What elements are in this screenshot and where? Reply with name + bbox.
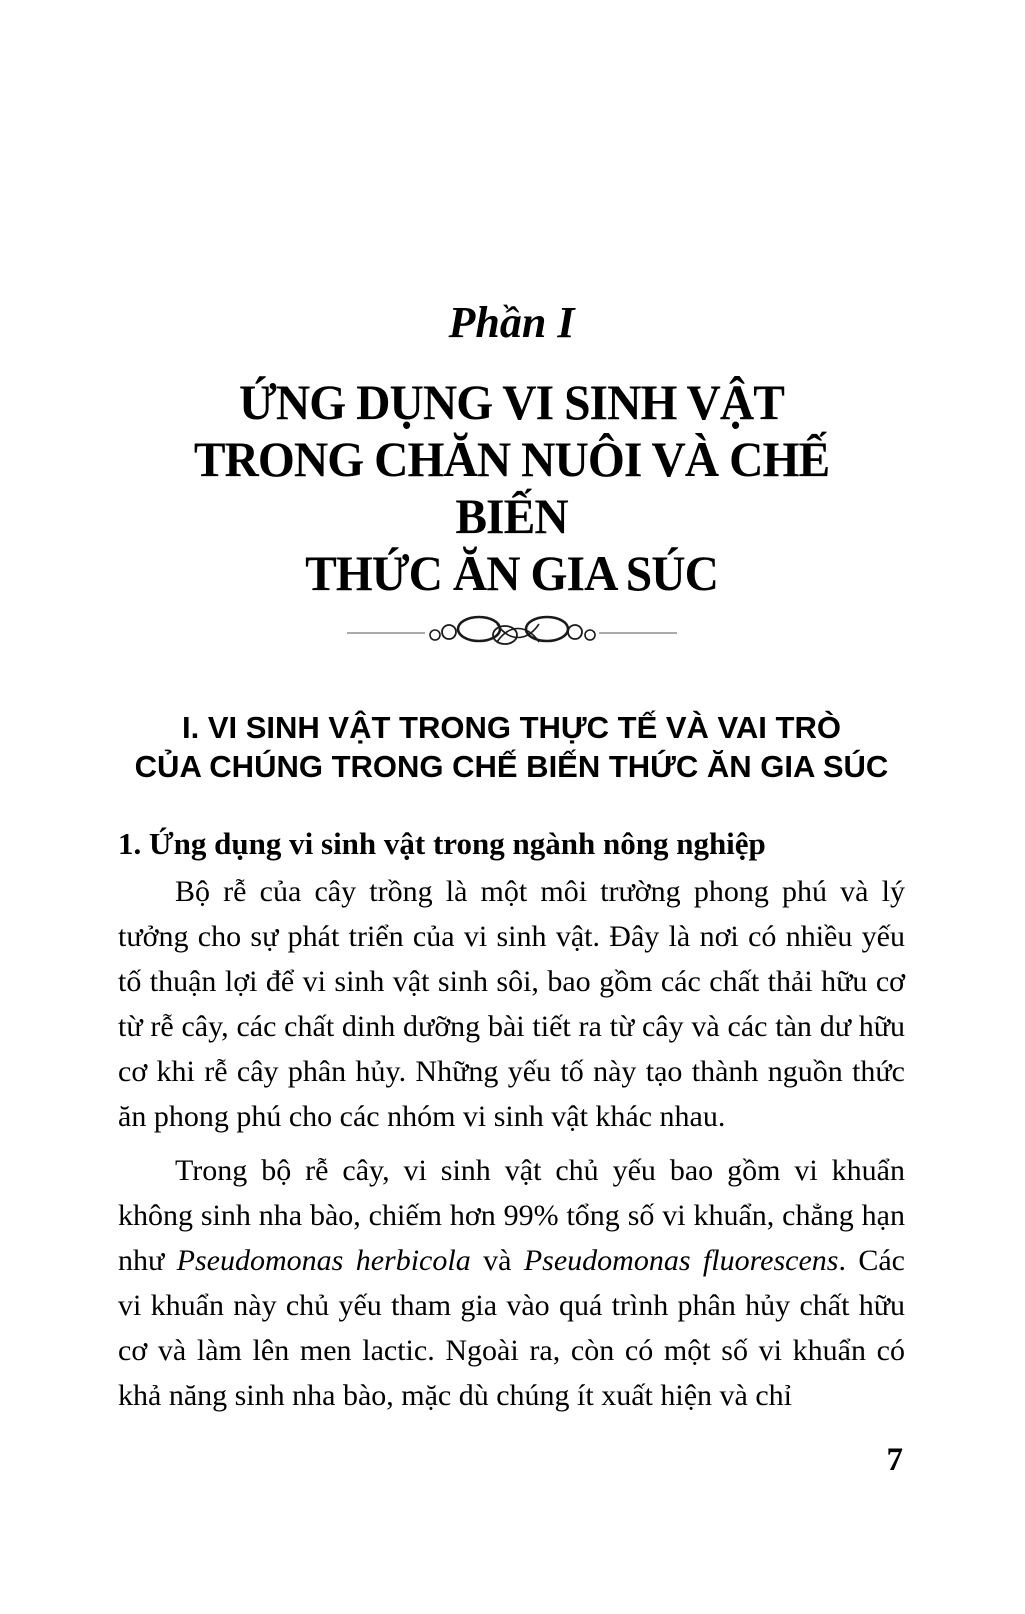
- paragraph-2-text-pre: Trong bộ rễ cây, vi sinh vật chủ yếu bao gồm vi khuẩn không sinh nha bào, chiếm hơn 99% tổng số vi khuẩn, chẳng hạn như: [118, 1154, 905, 1277]
- page-number: 7: [886, 1442, 903, 1478]
- ornament-divider: [118, 612, 905, 652]
- flourish-icon: [347, 612, 677, 652]
- section-heading-line-2: CỦA CHÚNG TRONG CHẾ BIẾN THỨC ĂN GIA SÚC: [134, 749, 889, 784]
- paragraph-1: Bộ rễ của cây trồng là một môi trường phong phú và lý tưởng cho sự phát triển của vi sinh vật. Đây là nơi có nhiều yếu tố thuận lợi để vi sinh vật sinh sôi, bao gồm các chất thải hữu cơ từ rễ cây, các chất dinh dưỡng bài tiết ra từ cây và các tàn dư hữu cơ khi rễ cây phân hủy. Những yếu tố này tạo thành nguồn thức ăn phong phú cho các nhóm vi sinh vật khác nhau.: [118, 875, 905, 1133]
- paragraph-2-text-mid: và: [470, 1244, 524, 1277]
- page-content: [118, 0, 905, 1427]
- species-name-1: Pseudomonas herbicola: [176, 1244, 471, 1277]
- main-title-line-2: TRONG CHĂN NUÔI VÀ CHẾ BIẾN: [193, 431, 830, 544]
- species-name-2: Pseudomonas fluorescens: [523, 1244, 839, 1277]
- subsection-heading: 1. Ứng dụng vi sinh vật trong ngành nông nghiệp: [118, 826, 766, 861]
- main-title: [118, 374, 905, 602]
- main-title-line-1: ỨNG DỤNG VI SINH VẬT: [239, 374, 784, 430]
- section-heading: [118, 708, 905, 786]
- section-heading-line-1: I. VI SINH VẬT TRONG THỰC TẾ VÀ VAI TRÒ: [182, 710, 841, 745]
- paragraph-2-text-post: . Các vi khuẩn này chủ yếu tham gia vào quá trình phân hủy chất hữu cơ và làm lên men lactic. Ngoài ra, còn có một số vi khuẩn có khả năng sinh nha bào, mặc dù chúng ít xuất hiện và chỉ: [118, 1244, 905, 1412]
- part-label: Phần I: [448, 298, 575, 347]
- paragraph-2: [118, 1148, 905, 1418]
- main-title-line-3: THỨC ĂN GIA SÚC: [305, 545, 718, 601]
